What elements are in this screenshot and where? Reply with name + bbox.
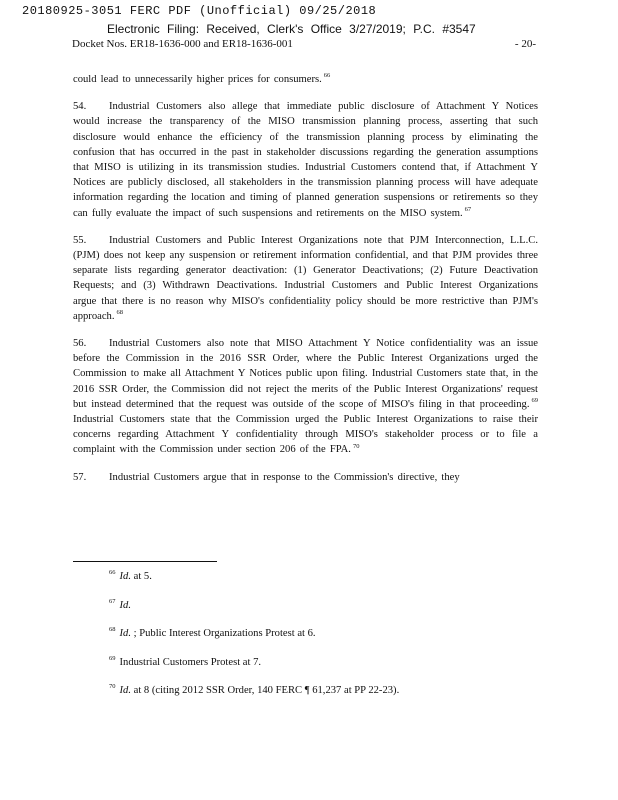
docket-numbers: Docket Nos. ER18-1636-000 and ER18-1636-001: [72, 38, 293, 50]
footnote-ref: 68: [116, 309, 123, 317]
paragraph-continuation: [73, 72, 538, 87]
footnote-number: 66: [109, 569, 116, 577]
footnote-ref: 66: [323, 72, 331, 80]
paragraph-text: Industrial Customers also note that MISO Attachment Y Notice confidentiality was an issue before the Commission in the 2016 SSR Order, where the Public Interest Organizations urged the Commission to make all Attachment Y Notices public upon filing. Industrial Customers state that, in the 2016 SSR Order, the Commission did not reject the merits of the Public Interest Organizations' request but instead determined that the request was outside of the scope of MISO's filing in that proceeding.: [73, 338, 538, 410]
footnotes: [109, 570, 399, 713]
ferc-stamp: 20180925-3051 FERC PDF (Unofficial) 09/25/2018: [22, 4, 377, 18]
footnote-number: 67: [109, 597, 116, 605]
footnote-67: [109, 599, 399, 613]
footnote-number: 69: [109, 654, 116, 662]
paragraph-number: 56.: [73, 338, 87, 350]
paragraph-number: 54.: [73, 101, 87, 113]
paragraph-54: [73, 99, 538, 221]
page-number: - 20-: [514, 38, 536, 50]
paragraph-text: Industrial Customers also allege that immediate public disclosure of Attachment Y Notices would increase the transparency of the MISO transmission planning process, asserting that such disclosure would enhance the efficiency of the transmission planning process by eliminating the confusion that has occurred in the past in stakeholder discussions regarding the generation assumptions that MISO is utilizing in its transmission studies. Industrial Customers contend that, if Attachment Y Notices are publicly disclosed, all stakeholders in the transmission planning process will have adequate information regarding the location and timing of planned generation suspensions or retirements so they can fully evaluate the impact of such suspensions and retirements on the MISO system.: [73, 101, 538, 219]
footnote-number: 68: [109, 626, 116, 634]
efiling-header: Electronic Filing: Received, Clerk's Office 3/27/2019; P.C. #3547: [107, 22, 476, 36]
paragraph-text: Industrial Customers argue that in response to the Commission's directive, they: [109, 471, 460, 483]
footnote-italic: Id.: [119, 628, 131, 639]
footnote-ref: 69: [531, 397, 538, 405]
document-body: [73, 72, 538, 497]
footnote-divider: [73, 561, 217, 562]
footnote-text: Industrial Customers Protest at 7.: [119, 656, 262, 668]
footnote-66: [109, 570, 399, 584]
footnote-italic: Id.: [119, 571, 131, 582]
footnote-italic: Id.: [119, 599, 131, 611]
footnote-ref: 67: [464, 206, 472, 214]
footnote-68: [109, 627, 399, 641]
paragraph-text: Industrial Customers state that the Commission urged the Public Interest Organizations to raise their concerns regarding Attachment Y confidentiality through MISO's stakeholder process or to file a complaint with the Commission under section 206 of the FPA.: [73, 414, 538, 456]
paragraph-55: [73, 233, 538, 324]
footnote-ref: 70: [352, 442, 360, 450]
footnote-text: at 5.: [130, 571, 152, 582]
footnote-text: ; Public Interest Organizations Protest at 6.: [130, 628, 316, 639]
paragraph-56: [73, 336, 538, 458]
footnote-70: [109, 684, 399, 698]
paragraph-number: 55.: [73, 234, 87, 246]
paragraph-number: 57.: [73, 471, 87, 483]
paragraph-text: could lead to unnecessarily higher prices for consumers.: [73, 74, 322, 85]
paragraph-57: [73, 470, 538, 485]
paragraph-text: Industrial Customers and Public Interest Organizations note that PJM Interconnection, L.L.C. (PJM) does not keep any suspension or retirement information confidential, and that PJM provides three separate lists regarding generator deactivation: (1) Generator Deactivations; (2) Future Deactivation Requests; and (3) Withdrawn Deactivations. Industrial Customers and Public Interest Organizations argue that there is no reason why MISO's confidentiality policy should be more restrictive than PJM's approach.: [73, 234, 538, 322]
docket-line: [72, 38, 536, 50]
footnote-number: 70: [109, 683, 116, 691]
footnote-text: at 8 (citing 2012 SSR Order, 140 FERC ¶ 61,237 at PP 22-23).: [130, 685, 400, 696]
footnote-italic: Id.: [119, 685, 131, 696]
footnote-69: [109, 656, 399, 670]
